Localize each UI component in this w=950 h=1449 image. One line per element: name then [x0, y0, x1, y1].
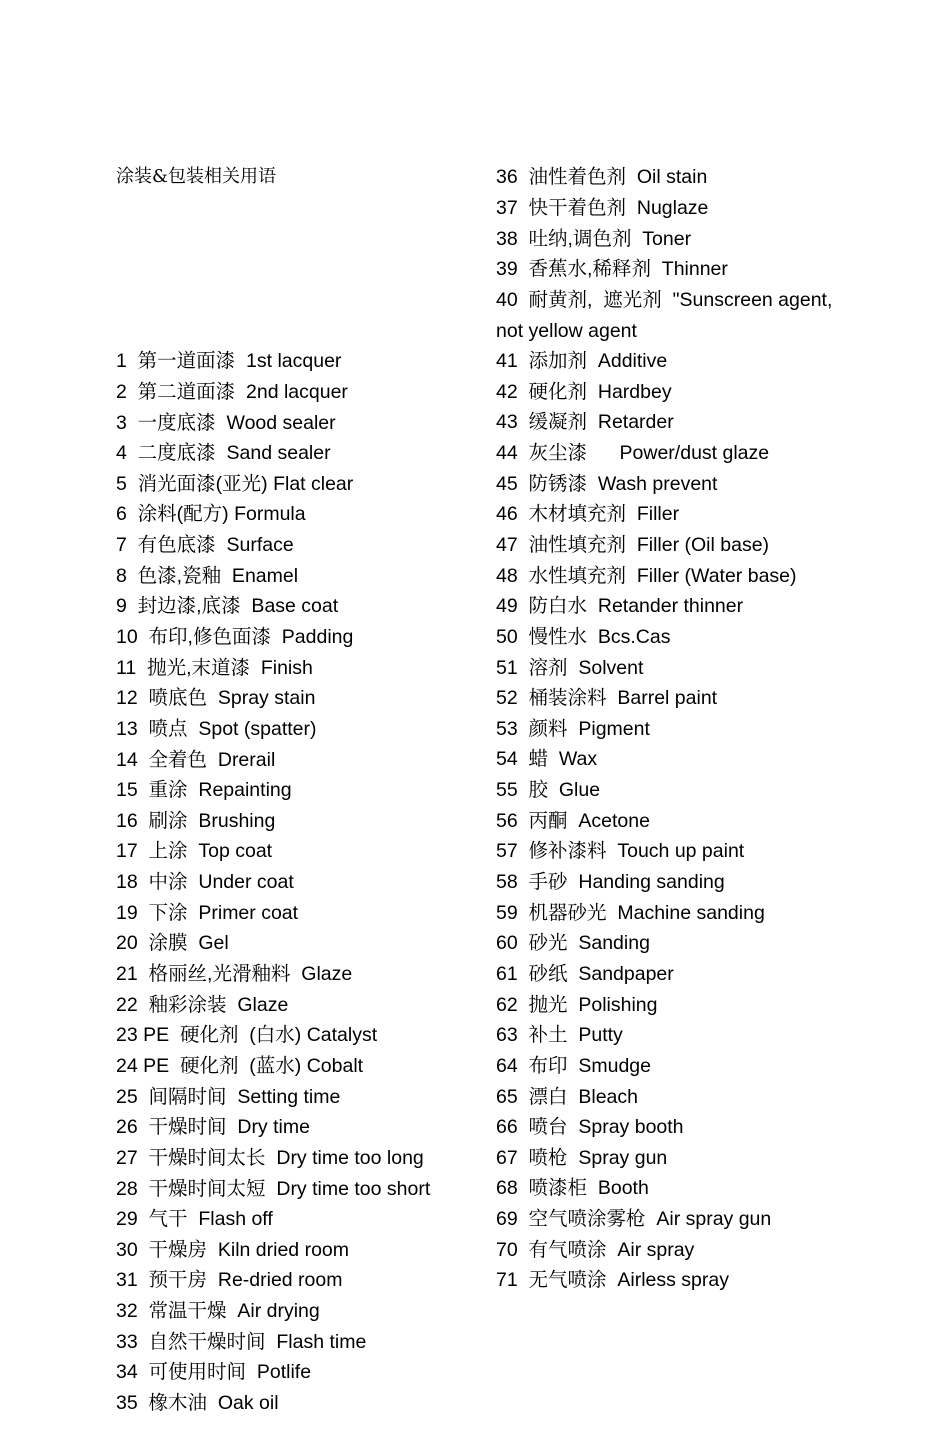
term-line: 28 干燥时间太短 Dry time too short [116, 1177, 431, 1200]
term-line: 51 溶剂 Solvent [496, 656, 644, 679]
term-line: 61 砂纸 Sandpaper [496, 962, 674, 985]
term-line: 18 中涂 Under coat [116, 871, 294, 894]
term-line: 24 PE 硬化剂 (蓝水) Cobalt [116, 1054, 364, 1077]
term-line: 10 布印,修色面漆 Padding [116, 625, 354, 648]
term-line: 4 二度底漆 Sand sealer [116, 442, 331, 465]
term-line: 65 漂白 Bleach [496, 1085, 638, 1108]
term-line: 14 全着色 Drerail [116, 748, 276, 771]
term-line: 25 间隔时间 Setting time [116, 1085, 341, 1108]
term-line: 57 修补漆料 Touch up paint [496, 840, 745, 863]
term-line: 30 干燥房 Kiln dried room [116, 1238, 350, 1261]
term-line: 70 有气喷涂 Air spray [496, 1238, 695, 1261]
term-line: 11 抛光,末道漆 Finish [116, 656, 313, 679]
document-title: 涂装&包装相关用语 [116, 166, 277, 188]
term-line: 35 橡木油 Oak oil [116, 1392, 279, 1414]
term-line: 41 添加剂 Additive [496, 350, 668, 373]
term-line: 56 丙酮 Acetone [496, 809, 650, 832]
term-line: 32 常温干燥 Air drying [116, 1300, 320, 1323]
term-line: 17 上涂 Top coat [116, 840, 273, 863]
term-line: 44 灰尘漆 Power/dust glaze [496, 442, 770, 465]
term-line: 67 喷枪 Spray gun [496, 1146, 668, 1169]
term-line: 33 自然干燥时间 Flash time [116, 1330, 367, 1353]
term-line: 53 颜料 Pigment [496, 717, 650, 740]
term-line: 46 木材填充剂 Filler [496, 503, 680, 526]
term-line: 12 喷底色 Spray stain [116, 687, 316, 710]
term-line: 54 蜡 Wax [496, 748, 598, 771]
term-line: 38 吐纳,调色剂 Toner [496, 227, 692, 250]
term-line: 62 抛光 Polishing [496, 993, 658, 1016]
term-line: 63 补土 Putty [496, 1024, 623, 1047]
right-term-list [496, 162, 916, 1296]
term-line: 20 涂膜 Gel [116, 932, 229, 955]
term-line: 1 第一道面漆 1st lacquer [116, 350, 342, 373]
term-line: 2 第二道面漆 2nd lacquer [116, 380, 348, 403]
term-line: 68 喷漆柜 Booth [496, 1177, 649, 1200]
term-line: not yellow agent [496, 319, 637, 342]
term-line: 29 气干 Flash off [116, 1208, 273, 1231]
term-line: 42 硬化剂 Hardbey [496, 380, 672, 403]
term-line: 71 无气喷涂 Airless spray [496, 1269, 729, 1292]
left-column [116, 101, 476, 1449]
term-line: 16 刷涂 Brushing [116, 809, 276, 832]
term-line: 69 空气喷涂雾枪 Air spray gun [496, 1208, 772, 1231]
term-line: 22 釉彩涂装 Glaze [116, 993, 289, 1016]
term-line: 6 涂料(配方) Formula [116, 503, 306, 526]
term-line: 36 油性着色剂 Oil stain [496, 166, 708, 189]
term-line: 8 色漆,瓷釉 Enamel [116, 564, 299, 587]
term-line: 39 香蕉水,稀释剂 Thinner [496, 258, 728, 281]
term-line: 27 干燥时间太长 Dry time too long [116, 1146, 424, 1169]
term-line: 59 机器砂光 Machine sanding [496, 901, 765, 924]
blank-line [116, 254, 476, 285]
term-line: 34 可使用时间 Potlife [116, 1361, 312, 1384]
term-line: 31 预干房 Re-dried room [116, 1269, 343, 1292]
term-line: 58 手砂 Handing sanding [496, 871, 725, 894]
term-line: 55 胶 Glue [496, 779, 601, 802]
term-line: 21 格丽丝,光滑釉料 Glaze [116, 963, 353, 986]
term-line: 66 喷台 Spray booth [496, 1116, 684, 1139]
term-line: 9 封边漆,底漆 Base coat [116, 595, 339, 618]
term-line: 23 PE 硬化剂 (白水) Catalyst [116, 1024, 378, 1047]
term-line: 50 慢性水 Bcs.Cas [496, 625, 671, 648]
term-line: 5 消光面漆(亚光) Flat clear [116, 472, 354, 495]
term-line: 40 耐黄剂, 遮光剂 "Sunscreen agent, [496, 288, 833, 311]
term-line: 7 有色底漆 Surface [116, 534, 294, 557]
term-line: 3 一度底漆 Wood sealer [116, 411, 336, 434]
term-line: 45 防锈漆 Wash prevent [496, 472, 718, 495]
term-line: 43 缓凝剂 Retarder [496, 411, 674, 434]
left-term-list [116, 346, 476, 1418]
term-line: 60 砂光 Sanding [496, 932, 650, 955]
term-line: 15 重涂 Repainting [116, 779, 292, 802]
term-line: 52 桶装涂料 Barrel paint [496, 687, 718, 710]
term-line: 48 水性填充剂 Filler (Water base) [496, 564, 797, 587]
term-line: 49 防白水 Retander thinner [496, 595, 744, 618]
term-line: 37 快干着色剂 Nuglaze [496, 196, 709, 219]
right-column [496, 101, 916, 1327]
term-line: 47 油性填充剂 Filler (Oil base) [496, 534, 770, 556]
term-line: 19 下涂 Primer coat [116, 901, 299, 924]
term-line: 26 干燥时间 Dry time [116, 1116, 310, 1139]
term-line: 64 布印 Smudge [496, 1054, 651, 1077]
term-line: 13 喷点 Spot (spatter) [116, 717, 317, 740]
